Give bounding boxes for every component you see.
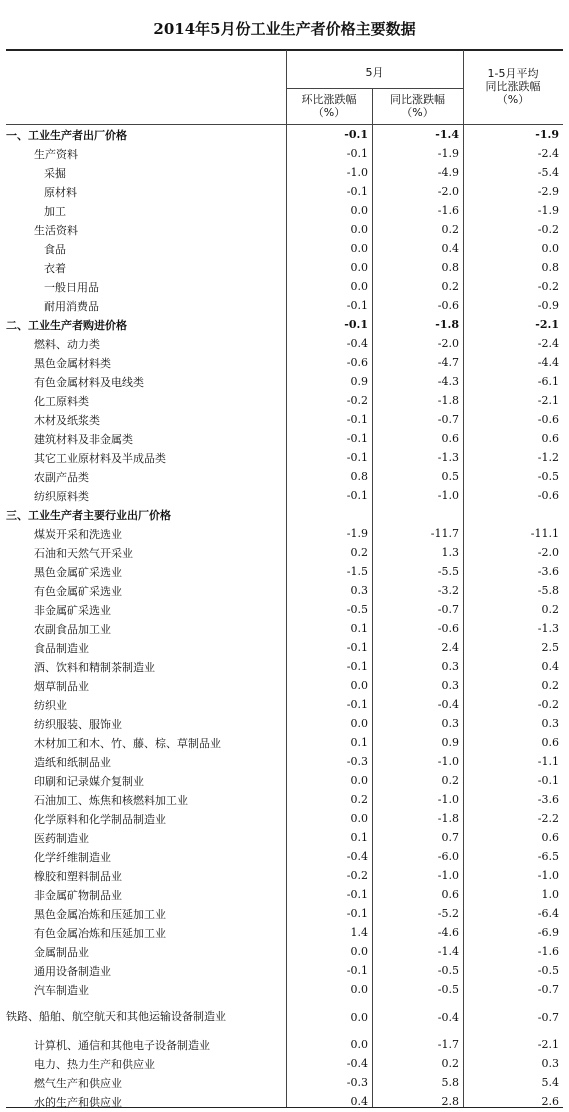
row-label: 食品制造业 xyxy=(34,641,89,655)
row-label: 黑色金属材料类 xyxy=(34,356,111,370)
table-row xyxy=(6,904,563,923)
table-row xyxy=(6,752,563,771)
row-avg-value: -0.2 xyxy=(537,223,559,236)
row-avg-value: 0.3 xyxy=(541,717,559,730)
header-avg-label-2: 同比涨跌幅 xyxy=(485,80,541,93)
row-mom-value: 0.0 xyxy=(350,774,368,787)
row-yoy-value: 2.4 xyxy=(441,641,459,654)
row-label: 三、工业生产者主要行业出厂价格 xyxy=(6,508,171,522)
table-row xyxy=(6,163,563,182)
table-row xyxy=(6,220,563,239)
row-yoy-value: -1.0 xyxy=(437,489,459,502)
row-label: 燃料、动力类 xyxy=(34,337,100,351)
table-row xyxy=(6,410,563,429)
row-label: 酒、饮料和精制茶制造业 xyxy=(34,660,155,674)
row-mom-value: -0.6 xyxy=(346,356,368,369)
row-yoy-value: 0.2 xyxy=(441,774,459,787)
row-mom-value: -1.9 xyxy=(346,527,368,540)
table-row xyxy=(6,619,563,638)
row-mom-value: -0.2 xyxy=(346,394,368,407)
table-body xyxy=(6,125,563,1111)
row-yoy-value: -0.4 xyxy=(437,1010,459,1024)
row-mom-value: -0.1 xyxy=(344,128,368,141)
row-label: 耐用消费品 xyxy=(44,299,99,313)
header-avg xyxy=(463,67,563,106)
row-yoy-value: -3.2 xyxy=(437,584,459,597)
row-avg-value: -0.5 xyxy=(537,470,559,483)
row-mom-value: 0.2 xyxy=(350,793,368,806)
row-avg-value: -11.1 xyxy=(530,527,559,540)
row-avg-value: -5.4 xyxy=(537,166,559,179)
row-mom-value: 0.1 xyxy=(350,622,368,635)
row-label: 生活资料 xyxy=(34,223,78,237)
row-yoy-value: -5.2 xyxy=(437,907,459,920)
row-mom-value: 0.3 xyxy=(350,584,368,597)
row-label: 煤炭开采和洗选业 xyxy=(34,527,122,541)
row-yoy-value: 0.7 xyxy=(441,831,459,844)
row-avg-value: -0.7 xyxy=(537,983,559,996)
header-avg-label-1: 1-5月平均 xyxy=(487,67,539,80)
table-row xyxy=(6,239,563,258)
row-avg-value: -0.2 xyxy=(537,280,559,293)
row-avg-value: -2.4 xyxy=(537,147,559,160)
row-label: 木材加工和木、竹、藤、棕、草制品业 xyxy=(34,736,221,750)
row-label: 纺织原料类 xyxy=(34,489,89,503)
row-yoy-value: -1.7 xyxy=(437,1038,459,1051)
table-row xyxy=(6,467,563,486)
row-label: 烟草制品业 xyxy=(34,679,89,693)
row-label: 造纸和纸制品业 xyxy=(34,755,111,769)
row-label: 印刷和记录媒介复制业 xyxy=(34,774,144,788)
row-label: 采掘 xyxy=(44,166,66,180)
row-yoy-value: 0.2 xyxy=(441,280,459,293)
row-label: 汽车制造业 xyxy=(34,983,89,997)
row-label: 纺织业 xyxy=(34,698,67,712)
table-row xyxy=(6,201,563,220)
row-label: 黑色金属冶炼和压延加工业 xyxy=(34,907,166,921)
row-mom-value: 0.2 xyxy=(350,546,368,559)
row-mom-value: -0.1 xyxy=(346,660,368,673)
table-row xyxy=(6,885,563,904)
table-row xyxy=(6,258,563,277)
table-row xyxy=(6,980,563,999)
row-mom-value: -0.1 xyxy=(346,888,368,901)
row-mom-value: -0.1 xyxy=(346,413,368,426)
row-label: 电力、热力生产和供应业 xyxy=(34,1057,155,1071)
row-label: 建筑材料及非金属类 xyxy=(34,432,133,446)
row-yoy-value: 1.3 xyxy=(441,546,459,559)
row-label: 化学原料和化学制品制造业 xyxy=(34,812,166,826)
row-yoy-value: -4.6 xyxy=(437,926,459,939)
table-row xyxy=(6,866,563,885)
row-avg-value: -2.4 xyxy=(537,337,559,350)
table-row xyxy=(6,961,563,980)
row-yoy-value xyxy=(372,505,463,524)
row-yoy-value: -0.6 xyxy=(437,299,459,312)
row-mom-value: -0.1 xyxy=(346,489,368,502)
row-mom-value: 0.8 xyxy=(350,470,368,483)
row-avg-value: -0.6 xyxy=(537,413,559,426)
row-mom-value: -0.1 xyxy=(344,318,368,331)
row-avg-value: -6.1 xyxy=(537,375,559,388)
row-mom-value: 0.1 xyxy=(350,831,368,844)
table-row xyxy=(6,771,563,790)
row-mom-value: -1.0 xyxy=(346,166,368,179)
row-avg-value: -0.6 xyxy=(537,489,559,502)
row-mom-value: -0.4 xyxy=(346,850,368,863)
row-avg-value: -2.2 xyxy=(537,812,559,825)
row-label: 有色金属矿采选业 xyxy=(34,584,122,598)
row-yoy-value: 0.4 xyxy=(441,242,459,255)
row-mom-value xyxy=(286,505,372,524)
row-label: 原材料 xyxy=(44,185,77,199)
row-mom-value: -0.1 xyxy=(346,185,368,198)
table-row xyxy=(6,182,563,201)
row-mom-value: -0.3 xyxy=(346,1076,368,1089)
row-label: 铁路、船舶、航空航天和其他运输设备制造业 xyxy=(6,1010,226,1023)
row-avg-value: -1.9 xyxy=(535,128,559,141)
row-yoy-value: 0.5 xyxy=(441,470,459,483)
table-row xyxy=(6,144,563,163)
row-yoy-value: -0.7 xyxy=(437,603,459,616)
row-yoy-value: -1.6 xyxy=(437,204,459,217)
row-mom-value: -1.5 xyxy=(346,565,368,578)
row-avg-value: 0.3 xyxy=(541,1057,559,1070)
table-row xyxy=(6,1035,563,1054)
row-yoy-value: -1.0 xyxy=(437,755,459,768)
row-mom-value: -0.1 xyxy=(346,641,368,654)
row-yoy-value: 0.9 xyxy=(441,736,459,749)
row-mom-value: -0.4 xyxy=(346,1057,368,1070)
row-avg-value: -2.1 xyxy=(535,318,559,331)
row-avg-value: -1.9 xyxy=(537,204,559,217)
row-avg-value xyxy=(463,505,563,524)
row-avg-value: -1.0 xyxy=(537,869,559,882)
row-yoy-value: 0.3 xyxy=(441,679,459,692)
price-data-table xyxy=(6,125,563,1111)
row-label: 橡胶和塑料制品业 xyxy=(34,869,122,883)
row-avg-value: 0.6 xyxy=(541,432,559,445)
row-yoy-value: 0.3 xyxy=(441,660,459,673)
row-avg-value: -2.0 xyxy=(537,546,559,559)
row-label: 衣着 xyxy=(44,261,66,275)
row-mom-value: -0.1 xyxy=(346,432,368,445)
table-row xyxy=(6,448,563,467)
header-month-group: 5月 xyxy=(365,66,384,79)
row-label: 化学纤维制造业 xyxy=(34,850,111,864)
row-avg-value: -3.6 xyxy=(537,793,559,806)
row-yoy-value: 0.6 xyxy=(441,432,459,445)
row-avg-value: -0.5 xyxy=(537,964,559,977)
row-label: 木材及纸浆类 xyxy=(34,413,100,427)
row-avg-value: -6.4 xyxy=(537,907,559,920)
row-avg-value: -4.4 xyxy=(537,356,559,369)
table-row xyxy=(6,809,563,828)
table-row xyxy=(6,733,563,752)
header-mom-unit: （%） xyxy=(312,106,346,119)
row-label: 通用设备制造业 xyxy=(34,964,111,978)
table-bottom-rule xyxy=(6,1107,563,1108)
row-yoy-value: -1.0 xyxy=(437,869,459,882)
section-row xyxy=(6,315,563,334)
table-row xyxy=(6,543,563,562)
table-row xyxy=(6,486,563,505)
header-subrule xyxy=(286,88,463,89)
row-yoy-value: -1.4 xyxy=(437,945,459,958)
table-row xyxy=(6,581,563,600)
section-row xyxy=(6,505,563,524)
row-avg-value: -2.1 xyxy=(537,394,559,407)
row-avg-value: 0.6 xyxy=(541,736,559,749)
row-label: 非金属矿采选业 xyxy=(34,603,111,617)
row-label: 石油和天然气开采业 xyxy=(34,546,133,560)
row-label: 医药制造业 xyxy=(34,831,89,845)
row-label: 加工 xyxy=(44,204,66,218)
row-avg-value: -0.7 xyxy=(537,1010,559,1024)
row-avg-value: -5.8 xyxy=(537,584,559,597)
table-row xyxy=(6,277,563,296)
row-label: 有色金属材料及电线类 xyxy=(34,375,144,389)
row-label: 一、工业生产者出厂价格 xyxy=(6,128,127,142)
row-label: 金属制品业 xyxy=(34,945,89,959)
row-label: 化工原料类 xyxy=(34,394,89,408)
row-yoy-value: -1.3 xyxy=(437,451,459,464)
row-label: 燃气生产和供应业 xyxy=(34,1076,122,1090)
row-mom-value: 0.4 xyxy=(350,1095,368,1108)
table-row xyxy=(6,923,563,942)
table-row xyxy=(6,847,563,866)
row-avg-value: 0.4 xyxy=(541,660,559,673)
row-yoy-value: -11.7 xyxy=(430,527,459,540)
row-yoy-value: -2.0 xyxy=(437,185,459,198)
row-yoy-value: -4.9 xyxy=(437,166,459,179)
row-yoy-value: -1.0 xyxy=(437,793,459,806)
row-mom-value: 0.0 xyxy=(350,223,368,236)
row-label: 农副产品类 xyxy=(34,470,89,484)
row-avg-value: 0.0 xyxy=(541,242,559,255)
page-title: 2014年5月份工业生产者价格主要数据 xyxy=(153,20,416,38)
row-avg-value: -1.3 xyxy=(537,622,559,635)
table-row xyxy=(6,695,563,714)
row-yoy-value: -6.0 xyxy=(437,850,459,863)
table-row xyxy=(6,429,563,448)
row-mom-value: 0.0 xyxy=(350,717,368,730)
row-mom-value: 0.0 xyxy=(350,280,368,293)
row-avg-value: -1.1 xyxy=(537,755,559,768)
table-row xyxy=(6,372,563,391)
row-mom-value: -0.5 xyxy=(346,603,368,616)
row-yoy-value: -5.5 xyxy=(437,565,459,578)
row-avg-value: 1.0 xyxy=(541,888,559,901)
row-avg-value: 0.8 xyxy=(541,261,559,274)
row-yoy-value: -0.5 xyxy=(437,964,459,977)
section-row xyxy=(6,125,563,144)
row-avg-value: 0.6 xyxy=(541,831,559,844)
row-mom-value: 0.0 xyxy=(350,1010,368,1024)
table-row xyxy=(6,657,563,676)
header-mom xyxy=(286,93,372,119)
row-mom-value: 0.1 xyxy=(350,736,368,749)
row-yoy-value: -0.5 xyxy=(437,983,459,996)
row-yoy-value: -4.3 xyxy=(437,375,459,388)
row-mom-value: -0.1 xyxy=(346,907,368,920)
row-label: 农副食品加工业 xyxy=(34,622,111,636)
table-row xyxy=(6,790,563,809)
row-yoy-value: 5.8 xyxy=(441,1076,459,1089)
row-yoy-value: -1.8 xyxy=(437,394,459,407)
header-yoy-unit: （%） xyxy=(401,106,434,119)
header-mom-label: 环比涨跌幅 xyxy=(301,93,357,106)
table-row xyxy=(6,714,563,733)
row-yoy-value: -0.4 xyxy=(437,698,459,711)
row-mom-value: 0.0 xyxy=(350,261,368,274)
table-row xyxy=(6,296,563,315)
row-avg-value: -0.2 xyxy=(537,698,559,711)
table-row xyxy=(6,334,563,353)
row-mom-value: -0.3 xyxy=(346,755,368,768)
row-mom-value: 0.0 xyxy=(350,945,368,958)
row-avg-value: -1.2 xyxy=(537,451,559,464)
row-yoy-value: -1.4 xyxy=(435,128,459,141)
row-yoy-value: 0.3 xyxy=(441,717,459,730)
row-label: 其它工业原材料及半成品类 xyxy=(34,451,166,465)
table-top-rule xyxy=(6,49,563,51)
row-mom-value: 0.0 xyxy=(350,812,368,825)
row-avg-value: -3.6 xyxy=(537,565,559,578)
table-row xyxy=(6,828,563,847)
row-mom-value: -0.1 xyxy=(346,299,368,312)
header-avg-unit: （%） xyxy=(496,93,530,106)
row-mom-value: -0.1 xyxy=(346,698,368,711)
row-yoy-value: -0.6 xyxy=(437,622,459,635)
row-avg-value: -1.6 xyxy=(537,945,559,958)
table-row xyxy=(6,999,563,1035)
row-mom-value: -0.2 xyxy=(346,869,368,882)
header-yoy xyxy=(372,93,463,119)
table-row xyxy=(6,942,563,961)
row-yoy-value: 0.6 xyxy=(441,888,459,901)
row-label: 有色金属冶炼和压延加工业 xyxy=(34,926,166,940)
table-row xyxy=(6,524,563,543)
row-mom-value: 1.4 xyxy=(350,926,368,939)
row-yoy-value: 0.2 xyxy=(441,223,459,236)
table-row xyxy=(6,638,563,657)
row-yoy-value: -0.7 xyxy=(437,413,459,426)
row-mom-value: 0.0 xyxy=(350,1038,368,1051)
row-avg-value: 5.4 xyxy=(541,1076,559,1089)
row-avg-value: -6.9 xyxy=(537,926,559,939)
table-row xyxy=(6,391,563,410)
row-avg-value: 0.2 xyxy=(541,679,559,692)
row-yoy-value: -1.8 xyxy=(435,318,459,331)
row-label: 石油加工、炼焦和核燃料加工业 xyxy=(34,793,188,807)
row-mom-value: -0.1 xyxy=(346,964,368,977)
table-row xyxy=(6,1054,563,1073)
row-mom-value: 0.0 xyxy=(350,204,368,217)
row-mom-value: -0.1 xyxy=(346,451,368,464)
row-label: 纺织服装、服饰业 xyxy=(34,717,122,731)
table-row xyxy=(6,1092,563,1111)
row-mom-value: 0.0 xyxy=(350,983,368,996)
row-label: 计算机、通信和其他电子设备制造业 xyxy=(34,1038,210,1052)
row-avg-value: -6.5 xyxy=(537,850,559,863)
row-avg-value: -2.1 xyxy=(537,1038,559,1051)
row-yoy-value: -2.0 xyxy=(437,337,459,350)
row-mom-value: 0.9 xyxy=(350,375,368,388)
table-row xyxy=(6,562,563,581)
table-row xyxy=(6,600,563,619)
row-avg-value: 2.6 xyxy=(541,1095,559,1108)
row-label: 食品 xyxy=(44,242,66,256)
row-yoy-value: -1.8 xyxy=(437,812,459,825)
row-yoy-value: 0.8 xyxy=(441,261,459,274)
row-label: 水的生产和供应业 xyxy=(34,1095,122,1109)
row-avg-value: -0.9 xyxy=(537,299,559,312)
row-avg-value: 2.5 xyxy=(541,641,559,654)
row-yoy-value: 0.2 xyxy=(441,1057,459,1070)
table-row xyxy=(6,1073,563,1092)
row-label: 二、工业生产者购进价格 xyxy=(6,318,127,332)
row-label: 非金属矿物制品业 xyxy=(34,888,122,902)
row-yoy-value: -4.7 xyxy=(437,356,459,369)
row-mom-value: -0.4 xyxy=(346,337,368,350)
row-mom-value: -0.1 xyxy=(346,147,368,160)
row-label: 黑色金属矿采选业 xyxy=(34,565,122,579)
row-avg-value: -2.9 xyxy=(537,185,559,198)
row-yoy-value: -1.9 xyxy=(437,147,459,160)
row-yoy-value: 2.8 xyxy=(441,1095,459,1108)
row-avg-value: 0.2 xyxy=(541,603,559,616)
row-mom-value: 0.0 xyxy=(350,242,368,255)
header-yoy-label: 同比涨跌幅 xyxy=(390,93,445,106)
row-mom-value: 0.0 xyxy=(350,679,368,692)
row-avg-value: -0.1 xyxy=(537,774,559,787)
table-row xyxy=(6,353,563,372)
row-label: 生产资料 xyxy=(34,147,78,161)
row-label: 一般日用品 xyxy=(44,280,99,294)
table-row xyxy=(6,676,563,695)
